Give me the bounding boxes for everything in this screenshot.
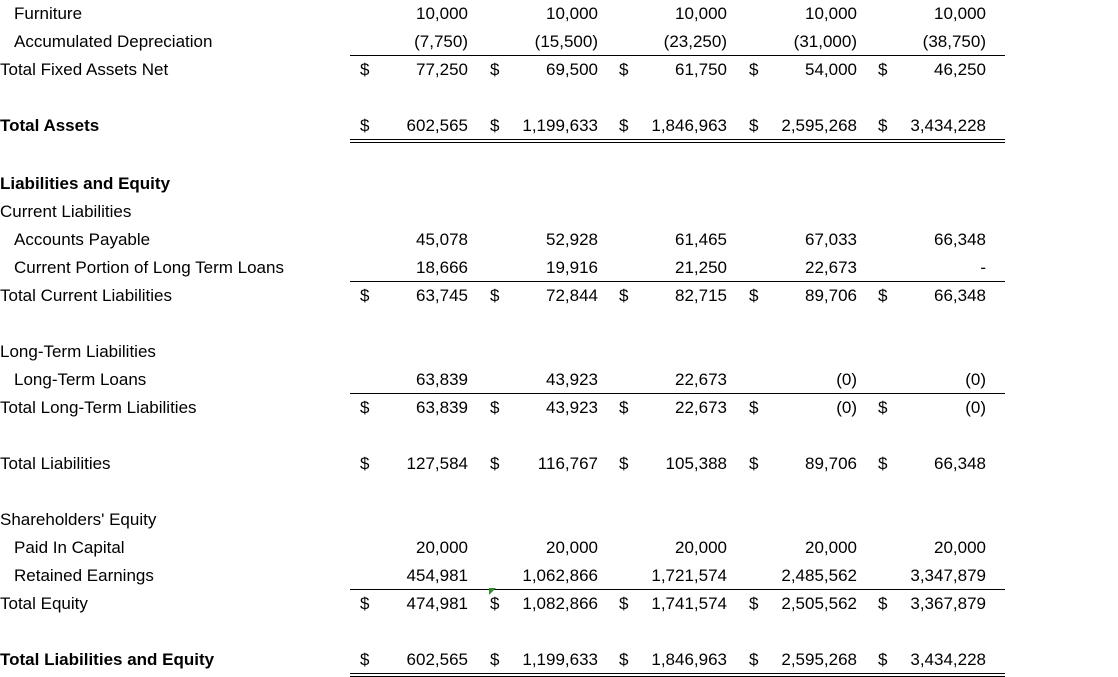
table-row [0, 170, 1010, 198]
value-cell[interactable] [480, 590, 608, 618]
cell-value: 19,916 [546, 258, 598, 277]
table-row [0, 562, 1010, 590]
value-cell[interactable] [739, 282, 867, 310]
cell-value: 602,565 [406, 116, 468, 135]
currency-symbol: $ [619, 60, 629, 79]
value-cell[interactable] [868, 56, 996, 84]
table-row [0, 198, 1010, 226]
currency-symbol: $ [490, 650, 500, 669]
currency-symbol: $ [490, 594, 500, 613]
value-cell[interactable] [350, 562, 478, 590]
cell-value: 82,715 [675, 286, 727, 305]
currency-symbol: $ [360, 60, 370, 79]
currency-symbol: $ [360, 398, 370, 417]
cell-value: 63,745 [416, 286, 468, 305]
cell-value: 61,750 [675, 60, 727, 79]
value-cell[interactable] [480, 56, 608, 84]
value-cell[interactable] [350, 56, 478, 84]
cell-value: 2,595,268 [781, 116, 857, 135]
value-cell[interactable] [480, 112, 608, 140]
cell-value: - [980, 258, 986, 277]
currency-symbol: $ [619, 454, 629, 473]
value-cell[interactable] [868, 450, 996, 478]
cell-value: 10,000 [934, 4, 986, 23]
value-cell[interactable] [480, 450, 608, 478]
table-row [0, 28, 1010, 56]
table-row [0, 506, 1010, 534]
value-cell[interactable] [739, 394, 867, 422]
cell-value: 474,981 [406, 594, 468, 613]
cell-value: 1,846,963 [651, 650, 727, 669]
value-cell[interactable] [350, 282, 478, 310]
cell-value: 2,595,268 [781, 650, 857, 669]
cell-value: 52,928 [546, 230, 598, 249]
value-cell[interactable] [480, 0, 608, 28]
row-label[interactable]: Long-Term Loans [14, 370, 147, 389]
cell-value: 3,434,228 [910, 650, 986, 669]
cell-value: 22,673 [675, 370, 727, 389]
table-row [0, 0, 1010, 28]
value-cell[interactable] [609, 394, 737, 422]
row-label[interactable]: Total Liabilities [0, 454, 111, 473]
value-cell[interactable] [350, 28, 478, 56]
currency-symbol: $ [878, 454, 888, 473]
currency-symbol: $ [360, 650, 370, 669]
value-cell[interactable] [350, 394, 478, 422]
row-label[interactable]: Liabilities and Equity [0, 174, 171, 193]
cell-value: 21,250 [675, 258, 727, 277]
value-cell[interactable] [868, 366, 996, 394]
cell-value: 61,465 [675, 230, 727, 249]
value-cell[interactable] [350, 534, 478, 562]
value-cell[interactable] [609, 590, 737, 618]
cell-value: 20,000 [675, 538, 727, 557]
value-cell[interactable] [868, 282, 996, 310]
value-cell[interactable] [480, 366, 608, 394]
row-label[interactable]: Retained Earnings [14, 566, 154, 585]
value-cell[interactable] [609, 28, 737, 56]
value-cell[interactable] [609, 562, 737, 590]
value-cell[interactable] [739, 112, 867, 140]
cell-value: 66,348 [934, 230, 986, 249]
cell-value: 18,666 [416, 258, 468, 277]
cell-value: 10,000 [416, 4, 468, 23]
table-row [0, 226, 1010, 254]
currency-symbol: $ [878, 60, 888, 79]
cell-value: 454,981 [406, 566, 468, 585]
cell-value: 72,844 [546, 286, 598, 305]
value-cell[interactable] [480, 28, 608, 56]
value-cell[interactable] [609, 366, 737, 394]
currency-symbol: $ [360, 116, 370, 135]
value-cell[interactable] [609, 282, 737, 310]
cell-value: 116,767 [537, 454, 598, 473]
currency-symbol: $ [360, 454, 370, 473]
row-label[interactable]: Accumulated Depreciation [14, 32, 213, 51]
row-label[interactable]: Total Current Liabilities [0, 286, 172, 305]
value-cell[interactable] [350, 366, 478, 394]
table-row [0, 450, 1010, 478]
value-cell[interactable] [480, 562, 608, 590]
cell-value: 46,250 [934, 60, 986, 79]
row-label[interactable]: Furniture [14, 4, 83, 23]
table-row [0, 394, 1010, 422]
value-cell[interactable] [350, 0, 478, 28]
cell-value: 22,673 [805, 258, 857, 277]
value-cell[interactable] [480, 394, 608, 422]
currency-symbol: $ [490, 286, 500, 305]
cell-value: 20,000 [416, 538, 468, 557]
value-cell[interactable] [609, 56, 737, 84]
cell-value: 10,000 [675, 4, 727, 23]
value-cell[interactable] [480, 254, 608, 282]
value-cell[interactable] [739, 534, 867, 562]
table-row [0, 56, 1010, 84]
cell-value: 63,839 [416, 370, 468, 389]
cell-value: 3,367,879 [910, 594, 986, 613]
cell-value: (31,000) [793, 32, 857, 51]
value-cell[interactable] [609, 112, 737, 140]
value-cell[interactable] [868, 394, 996, 422]
currency-symbol: $ [749, 594, 759, 613]
cell-value: (0) [965, 398, 986, 417]
value-cell[interactable] [739, 366, 867, 394]
cell-value: (0) [965, 370, 986, 389]
value-cell[interactable] [868, 646, 996, 674]
value-cell[interactable] [350, 226, 478, 254]
value-cell[interactable] [350, 646, 478, 674]
value-cell[interactable] [868, 112, 996, 140]
value-cell[interactable] [739, 28, 867, 56]
value-cell[interactable] [609, 646, 737, 674]
currency-symbol: $ [619, 286, 629, 305]
row-label[interactable]: Total Fixed Assets Net [0, 60, 169, 79]
cell-value: 127,584 [406, 454, 468, 473]
value-cell[interactable] [868, 534, 996, 562]
currency-symbol: $ [619, 116, 629, 135]
row-label[interactable]: Accounts Payable [14, 230, 151, 249]
currency-symbol: $ [749, 60, 759, 79]
cell-value: 22,673 [675, 398, 727, 417]
currency-symbol: $ [490, 116, 500, 135]
cell-value: 3,434,228 [910, 116, 986, 135]
value-cell[interactable] [609, 450, 737, 478]
row-label[interactable]: Total Liabilities and Equity [0, 650, 215, 669]
value-cell[interactable] [739, 562, 867, 590]
currency-symbol: $ [749, 650, 759, 669]
cell-value: 54,000 [805, 60, 857, 79]
currency-symbol: $ [878, 398, 888, 417]
row-label[interactable]: Shareholders' Equity [0, 510, 157, 529]
value-cell[interactable] [868, 0, 996, 28]
cell-value: (7,750) [414, 32, 468, 51]
table-row [0, 646, 1010, 674]
cell-value: 2,485,562 [781, 566, 857, 585]
row-label[interactable]: Long-Term Liabilities [0, 342, 156, 361]
cell-value: 1,082,866 [522, 594, 598, 613]
currency-symbol: $ [749, 286, 759, 305]
cell-value: 45,078 [416, 230, 468, 249]
value-cell[interactable] [739, 646, 867, 674]
value-cell[interactable] [739, 254, 867, 282]
currency-symbol: $ [749, 454, 759, 473]
table-row [0, 282, 1010, 310]
table-row [0, 112, 1010, 140]
value-cell[interactable] [609, 254, 737, 282]
value-cell[interactable] [609, 534, 737, 562]
value-cell[interactable] [350, 590, 478, 618]
value-cell[interactable] [739, 226, 867, 254]
cell-value: 63,839 [416, 398, 468, 417]
cell-value: 10,000 [805, 4, 857, 23]
cell-value: 10,000 [546, 4, 598, 23]
currency-symbol: $ [878, 116, 888, 135]
value-cell[interactable] [480, 646, 608, 674]
cell-value: 20,000 [546, 538, 598, 557]
cell-value: 602,565 [406, 650, 468, 669]
table-row [0, 254, 1010, 282]
table-row [0, 590, 1010, 618]
table-row [0, 338, 1010, 366]
currency-symbol: $ [878, 286, 888, 305]
currency-symbol: $ [619, 398, 629, 417]
currency-symbol: $ [878, 594, 888, 613]
value-cell[interactable] [739, 450, 867, 478]
row-label[interactable]: Total Assets [0, 116, 100, 135]
cell-value: 1,741,574 [651, 594, 727, 613]
currency-symbol: $ [490, 60, 500, 79]
currency-symbol: $ [619, 594, 629, 613]
cell-value: (0) [836, 398, 857, 417]
value-cell[interactable] [868, 28, 996, 56]
cell-value: 1,199,633 [522, 650, 598, 669]
row-label[interactable]: Current Liabilities [0, 202, 132, 221]
value-cell[interactable] [739, 56, 867, 84]
cell-value: 43,923 [546, 370, 598, 389]
value-cell[interactable] [350, 450, 478, 478]
currency-symbol: $ [749, 398, 759, 417]
table-row [0, 534, 1010, 562]
value-cell[interactable] [350, 254, 478, 282]
currency-symbol: $ [490, 454, 500, 473]
cell-value: 43,923 [546, 398, 598, 417]
row-label[interactable]: Current Portion of Long Term Loans [14, 258, 284, 277]
value-cell[interactable] [609, 0, 737, 28]
currency-symbol: $ [619, 650, 629, 669]
cell-value: 89,706 [805, 286, 857, 305]
currency-symbol: $ [878, 650, 888, 669]
value-cell[interactable] [868, 562, 996, 590]
cell-value: 105,388 [665, 454, 727, 473]
currency-symbol: $ [749, 116, 759, 135]
value-cell[interactable] [739, 590, 867, 618]
row-label[interactable]: Total Long-Term Liabilities [0, 398, 197, 417]
cell-value: (23,250) [663, 32, 727, 51]
row-label[interactable]: Total Equity [0, 594, 88, 613]
cell-value: 1,199,633 [522, 116, 598, 135]
table-row [0, 366, 1010, 394]
currency-symbol: $ [360, 594, 370, 613]
currency-symbol: $ [490, 398, 500, 417]
cell-value: 1,846,963 [651, 116, 727, 135]
value-cell[interactable] [868, 226, 996, 254]
cell-value: 1,062,866 [522, 566, 598, 585]
cell-value: 2,505,562 [781, 594, 857, 613]
cell-value: 1,721,574 [651, 566, 727, 585]
cell-value: (38,750) [922, 32, 986, 51]
cell-value: 69,500 [546, 60, 598, 79]
value-cell[interactable] [868, 590, 996, 618]
cell-value: 3,347,879 [910, 566, 986, 585]
row-label[interactable]: Paid In Capital [14, 538, 125, 557]
cell-value: 66,348 [934, 286, 986, 305]
cell-value: (0) [836, 370, 857, 389]
cell-value: 77,250 [416, 60, 468, 79]
value-cell[interactable] [480, 282, 608, 310]
value-cell[interactable] [868, 254, 996, 282]
value-cell[interactable] [480, 226, 608, 254]
value-cell[interactable] [350, 112, 478, 140]
value-cell[interactable] [739, 0, 867, 28]
cell-value: (15,500) [534, 32, 598, 51]
cell-value: 89,706 [805, 454, 857, 473]
cell-value: 66,348 [934, 454, 986, 473]
value-cell[interactable] [609, 226, 737, 254]
currency-symbol: $ [360, 286, 370, 305]
cell-value: 20,000 [805, 538, 857, 557]
cell-value: 67,033 [805, 230, 857, 249]
value-cell[interactable] [480, 534, 608, 562]
cell-value: 20,000 [934, 538, 986, 557]
